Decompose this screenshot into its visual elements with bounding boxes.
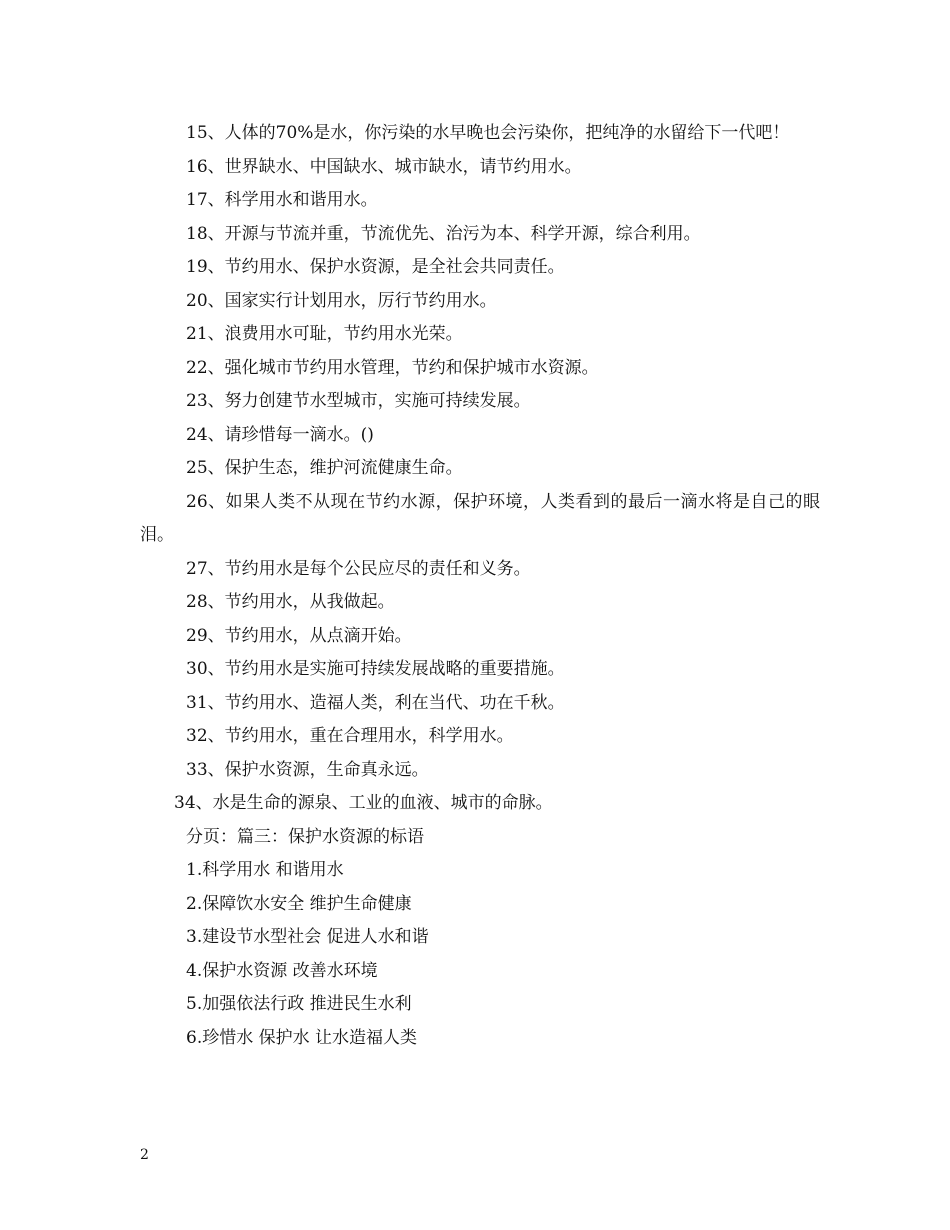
slogan-34: 34、水是生命的源泉、工业的血液、城市的命脉。 [174,793,553,813]
slogan-31: 31、节约用水、造福人类，利在当代、功在千秋。 [186,692,565,713]
slogan-23: 23、努力创建节水型城市，实施可持续发展。 [186,391,531,411]
slogan-24: 24、请珍惜每一滴水。() [186,424,374,445]
slogan-30: 30、节约用水是实施可持续发展战略的重要措施。 [186,659,565,679]
slogan-21: 21、浪费用水可耻，节约用水光荣。 [186,324,463,344]
slogan-28: 28、节约用水，从我做起。 [186,592,395,612]
list-item-2: 2.保障饮水安全 维护生命健康 [186,893,412,914]
list-item-6: 6.珍惜水 保护水 让水造福人类 [186,1027,418,1048]
slogan-18: 18、开源与节流并重，节流优先、治污为本、科学开源，综合利用。 [186,223,701,244]
slogan-20: 20、国家实行计划用水，厉行节约用水。 [186,290,497,311]
list-item-4: 4.保护水资源 改善水环境 [186,960,378,981]
list-item-1: 1.科学用水 和谐用水 [186,860,344,880]
slogan-29: 29、节约用水，从点滴开始。 [186,625,412,646]
slogan-19: 19、节约用水、保护水资源，是全社会共同责任。 [186,257,565,277]
document-body [140,117,820,1055]
slogan-33: 33、保护水资源，生命真永远。 [186,759,429,780]
slogan-15: 15、人体的70%是水，你污染的水早晚也会污染你，把纯净的水留给下一代吧！ [186,123,790,143]
slogan-17: 17、科学用水和谐用水。 [186,190,378,210]
slogan-32: 32、节约用水，重在合理用水，科学用水。 [186,726,514,746]
slogan-27: 27、节约用水是每个公民应尽的责任和义务。 [186,558,531,579]
slogan-25: 25、保护生态，维护河流健康生命。 [186,458,463,478]
section-heading: 分页：篇三：保护水资源的标语 [186,826,424,847]
list-item-3: 3.建设节水型社会 促进人水和谐 [186,927,429,947]
list-item-5: 5.加强依法行政 推进民生水利 [186,994,412,1014]
page-number: 2 [140,1147,149,1163]
slogan-26: 26、如果人类不从现在节约水源，保护环境，人类看到的最后一滴水将是自己的眼泪。 [140,491,820,545]
slogan-16: 16、世界缺水、中国缺水、城市缺水，请节约用水。 [186,156,582,177]
slogan-22: 22、强化城市节约用水管理，节约和保护城市水资源。 [186,357,599,378]
